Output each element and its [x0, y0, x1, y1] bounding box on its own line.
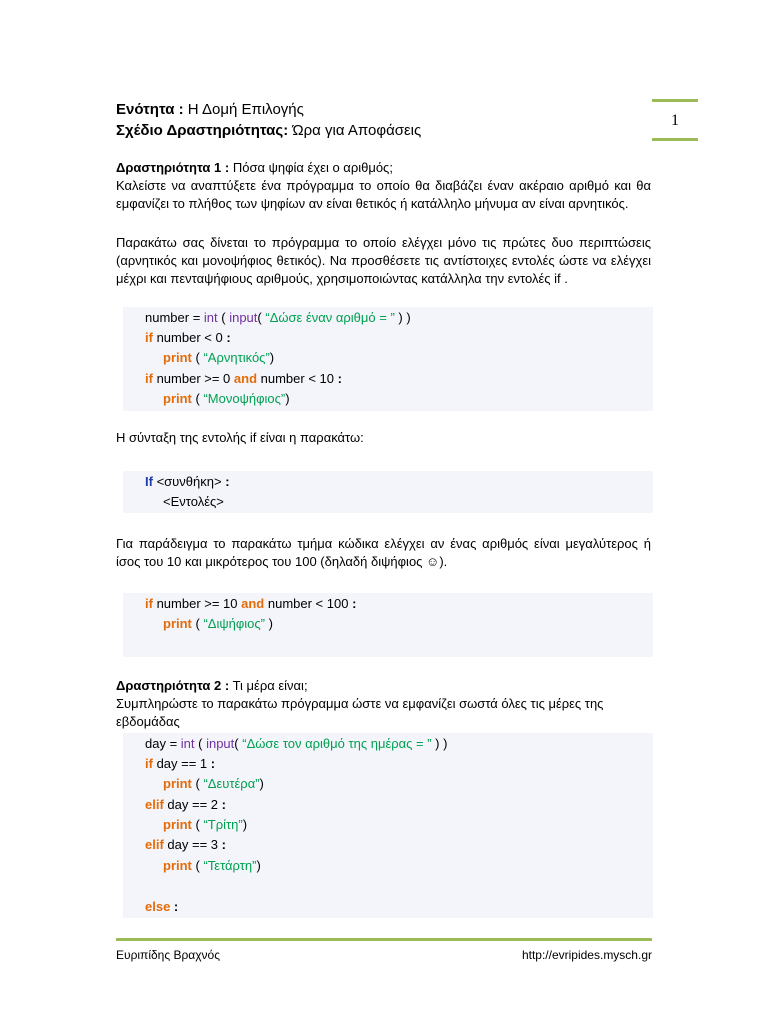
activity1-heading — [116, 159, 393, 177]
code-line: print ( “Μονοψήφιος”) — [163, 391, 290, 406]
activity2-code-block — [123, 733, 653, 918]
footer-url-link[interactable]: http://evripides.mysch.gr — [521, 948, 652, 962]
page-number: 1 — [671, 112, 679, 129]
syntax-code-block — [123, 471, 653, 513]
code-line: if day == 1 : — [145, 756, 216, 771]
code-line: print ( “Αρνητικός”) — [163, 350, 275, 365]
unit-label: Ενότητα : — [116, 101, 184, 118]
code-line: print ( “Τρίτη”) — [163, 817, 248, 832]
footer-author: Ευριπίδης Βραχνός — [116, 948, 220, 962]
activity2-heading — [116, 677, 308, 695]
activity1-instructions: Παρακάτω σας δίνεται το πρόγραμμα το οποίο ελέγχει μόνο τις πρώτες δυο περιπτώσεις (αρνητικός και μονοψήφιος θετικός). Να προσθέσετε τις αντίστοιχες εντολές ώστε να ελέγχει μέχρι και πενταψήφιους αριθμούς, χρησιμοποιώντας κατάλληλα την εντολές if . — [116, 235, 651, 286]
code-line: day = int ( input( “Δώσε τον αριθμό της ημέρας = ” ) ) — [145, 736, 448, 751]
code-line: print ( “Δευτέρα”) — [163, 776, 264, 791]
syntax-description: Η σύνταξη της εντολής if είναι η παρακάτω: — [116, 430, 364, 445]
page-number-bottom-rule — [652, 138, 698, 141]
code-line: If <συνθήκη> : — [145, 474, 230, 489]
code-line: if number < 0 : — [145, 330, 231, 345]
code-line: elif day == 3 : — [145, 837, 226, 852]
code-line: else : — [145, 899, 179, 914]
plan-heading — [116, 121, 421, 141]
example-description: Για παράδειγμα το παρακάτω τμήμα κώδικα ελέγχει αν ένας αριθμός είναι μεγαλύτερος ή ίσος του 10 και μικρότερος του 100 (δηλαδή διψήφιος ☺). — [116, 536, 651, 569]
code-line: if number >= 0 and number < 10 : — [145, 371, 342, 386]
unit-value: Η Δομή Επιλογής — [183, 101, 304, 118]
unit-heading — [116, 100, 304, 120]
activity2-label: Δραστηριότητα 2 : — [116, 678, 230, 693]
page-number-top-rule — [652, 99, 698, 102]
activity1-code-block — [123, 307, 653, 411]
footer-rule — [116, 938, 652, 941]
activity2-title: Τι μέρα είναι; — [229, 678, 308, 693]
activity1-title: Πόσα ψηφία έχει ο αριθμός; — [229, 160, 393, 175]
code-line: print ( “Τετάρτη”) — [163, 858, 261, 873]
example-code-block — [123, 593, 653, 657]
activity2-intro: Συμπληρώστε το παρακάτω πρόγραμμα ώστε να εμφανίζει σωστά όλες τις μέρες της εβδομάδας — [116, 696, 604, 729]
activity1-label: Δραστηριότητα 1 : — [116, 160, 230, 175]
plan-value: Ώρα για Αποφάσεις — [288, 122, 422, 139]
page-number-box — [652, 99, 698, 141]
code-line: <Εντολές> — [163, 494, 224, 509]
code-line: if number >= 10 and number < 100 : — [145, 596, 357, 611]
code-line: elif day == 2 : — [145, 797, 226, 812]
plan-label: Σχέδιο Δραστηριότητας: — [116, 122, 289, 139]
activity1-intro: Καλείστε να αναπτύξετε ένα πρόγραμμα το οποίο θα διαβάζει έναν ακέραιο αριθμό και θα εμφανίζει το πλήθος των ψηφίων αν είναι θετικός ή κατάλληλο μήνυμα αν είναι αρνητικός. — [116, 178, 651, 211]
code-line: print ( “Διψήφιος” ) — [163, 616, 273, 631]
code-line: number = int ( input( “Δώσε έναν αριθμό = ” ) ) — [145, 310, 411, 325]
